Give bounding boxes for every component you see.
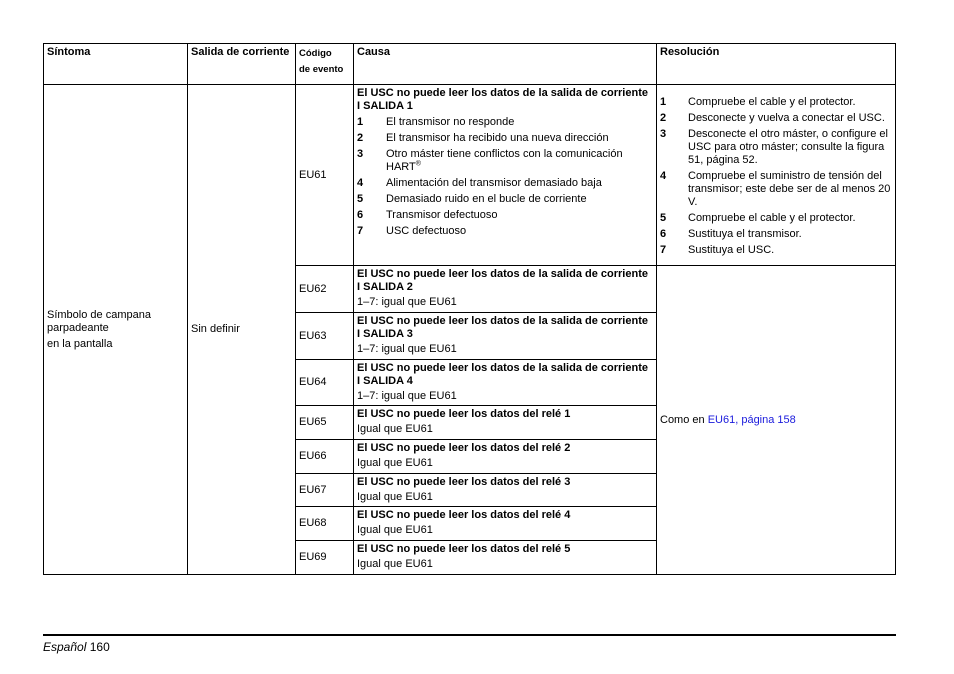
cause-item-text-body: Transmisor defectuoso (386, 209, 498, 221)
cause-cell (354, 85, 657, 266)
cause-cell (354, 507, 657, 541)
resolution-item-text (688, 244, 892, 257)
event-code: EU64 (296, 360, 354, 406)
cause-title: El USC no puede leer los datos de la salida de corriente I SALIDA 3 (357, 315, 648, 340)
resolution-item-number: 4 (660, 170, 667, 182)
cause-title: El USC no puede leer los datos del relé 1 (357, 408, 571, 420)
symptom-cell (44, 85, 188, 575)
resolution-item-text-body: Sustituya el transmisor. (688, 228, 802, 240)
cause-note: Igual que EU61 (357, 491, 433, 503)
cause-note: Igual que EU61 (357, 423, 433, 435)
cause-item-number: 4 (357, 177, 364, 189)
resolution-item-number: 6 (660, 228, 667, 240)
cause-item-text-body: Alimentación del transmisor demasiado baja (386, 177, 602, 189)
cause-item-text (386, 148, 653, 174)
cause-cell (354, 360, 657, 406)
header-resolution: Resolución (657, 44, 896, 85)
header-code-line1: Código (299, 48, 332, 59)
cause-item (357, 225, 653, 238)
cause-item-text-body: Otro máster tiene conflictos con la comunicación HART (386, 148, 623, 173)
resolution-item-number: 1 (660, 96, 667, 108)
cause-item (357, 132, 653, 145)
resolution-item (660, 112, 892, 125)
cause-item-text (386, 177, 653, 190)
cause-title-line2: I SALIDA 1 (357, 100, 413, 112)
resolution-cell (657, 85, 896, 266)
cause-title-line1: El USC no puede leer los datos de la salida de corriente (357, 87, 648, 99)
page-footer (43, 640, 110, 654)
event-code: EU67 (296, 474, 354, 507)
resolution-item-number: 5 (660, 212, 667, 224)
page-number: 160 (89, 640, 110, 654)
cause-cell (354, 440, 657, 474)
footer-divider (43, 634, 896, 636)
event-code: EU61 (296, 85, 354, 266)
header-current-output: Salida de corriente (188, 44, 296, 85)
resolution-item-text (688, 96, 892, 109)
cause-title: El USC no puede leer los datos del relé 4 (357, 509, 571, 521)
cause-item-text (386, 225, 653, 238)
resolution-item (660, 244, 892, 257)
cause-item-text-body: El transmisor ha recibido una nueva dirección (386, 132, 609, 144)
cause-item-text-body: Demasiado ruido en el bucle de corriente (386, 193, 587, 205)
cause-title: El USC no puede leer los datos de la salida de corriente I SALIDA 4 (357, 362, 648, 387)
table-row-eu61 (44, 85, 896, 266)
cause-note: Igual que EU61 (357, 558, 433, 570)
cause-item (357, 209, 653, 222)
cause-item (357, 177, 653, 190)
header-row (44, 44, 896, 85)
header-cause: Causa (354, 44, 657, 85)
shared-resolution-prefix: Como en (660, 413, 708, 426)
shared-resolution-cell (657, 266, 896, 575)
cause-item-text (386, 193, 653, 206)
resolution-item-text-body: Compruebe el cable y el protector. (688, 96, 856, 108)
cause-title: El USC no puede leer los datos del relé 2 (357, 442, 571, 454)
cause-item-text (386, 209, 653, 222)
output-cell: Sin definir (188, 85, 296, 575)
cause-cell (354, 406, 657, 440)
cause-item-number: 6 (357, 209, 364, 221)
resolution-item-text-body: Desconecte y vuelva a conectar el USC. (688, 112, 885, 124)
event-code: EU69 (296, 541, 354, 575)
cause-item-text (386, 132, 653, 145)
cause-cell (354, 266, 657, 313)
header-symptom: Síntoma (44, 44, 188, 85)
cause-note: Igual que EU61 (357, 457, 433, 469)
resolution-item (660, 212, 892, 225)
cause-item-number: 7 (357, 225, 364, 237)
resolution-item-text-body: Compruebe el cable y el protector. (688, 212, 856, 224)
cause-item (357, 193, 653, 206)
cause-list (357, 116, 653, 238)
troubleshooting-table (43, 43, 896, 575)
resolution-item-text-body: Desconecte el otro máster, o configure el USC para otro máster; consulte la figura 51, página 52. (688, 128, 888, 166)
footer-language: Español (43, 640, 87, 654)
event-code: EU63 (296, 313, 354, 360)
resolution-item-text (688, 112, 892, 125)
resolution-item-text (688, 228, 892, 241)
event-code: EU68 (296, 507, 354, 541)
cause-note: 1–7: igual que EU61 (357, 296, 457, 308)
event-code: EU66 (296, 440, 354, 474)
cause-item-number: 2 (357, 132, 364, 144)
cause-item-number: 3 (357, 148, 364, 160)
event-code: EU65 (296, 406, 354, 440)
cause-cell (354, 541, 657, 575)
resolution-item (660, 170, 892, 209)
cause-item-text (386, 116, 653, 129)
cause-item (357, 116, 653, 129)
cause-item-number: 1 (357, 116, 364, 128)
resolution-item (660, 128, 892, 167)
resolution-item-number: 2 (660, 112, 667, 124)
resolution-item-text-body: Compruebe el suministro de tensión del transmisor; este debe ser de al menos 20 V. (688, 170, 891, 208)
cause-note: Igual que EU61 (357, 524, 433, 536)
header-event-code (296, 44, 354, 85)
resolution-item-text-body: Sustituya el USC. (688, 244, 775, 256)
resolution-item-text (688, 212, 892, 225)
cause-cell (354, 313, 657, 360)
cause-title: El USC no puede leer los datos del relé 5 (357, 543, 571, 555)
cause-item-text-body: USC defectuoso (386, 225, 467, 237)
cause-item (357, 148, 653, 174)
header-code-line2: de evento (299, 64, 344, 75)
resolution-item-text (688, 128, 892, 167)
registered-mark: ® (415, 160, 421, 168)
symptom-line-1: Símbolo de campana parpadeante (47, 308, 151, 334)
cause-title: El USC no puede leer los datos de la salida de corriente I SALIDA 2 (357, 268, 648, 293)
cause-title (357, 87, 653, 113)
cause-cell (354, 474, 657, 507)
event-code: EU62 (296, 266, 354, 313)
resolution-item-text (688, 170, 892, 209)
resolution-item-number: 7 (660, 244, 667, 256)
cause-item-number: 5 (357, 193, 364, 205)
cause-note: 1–7: igual que EU61 (357, 343, 457, 355)
resolution-list (660, 96, 892, 257)
cause-title: El USC no puede leer los datos del relé 3 (357, 476, 571, 488)
symptom-line-2: en la pantalla (47, 337, 113, 350)
resolution-item-number: 3 (660, 128, 667, 140)
cause-note: 1–7: igual que EU61 (357, 390, 457, 402)
resolution-item (660, 96, 892, 109)
resolution-item (660, 228, 892, 241)
eu61-page-link[interactable]: EU61, página 158 (707, 413, 796, 426)
cause-item-text-body: El transmisor no responde (386, 116, 515, 128)
